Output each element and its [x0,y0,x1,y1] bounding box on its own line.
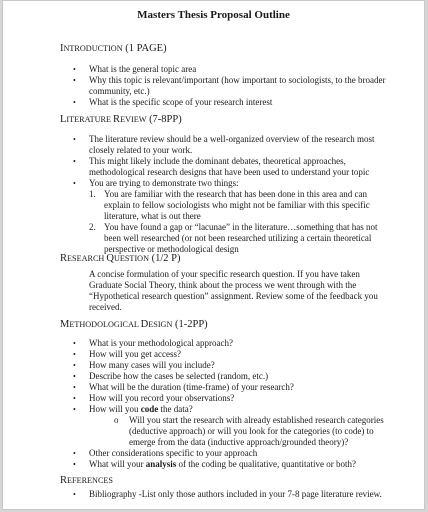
bullet-icon: • [73,157,76,166]
heading-rest: ETHODOLOGICAL [69,320,141,329]
list-item: How many cases will you include? [89,360,215,370]
list-item [89,404,193,415]
paragraph-line: “Hypothetical research question” assignment. Review some of the feedback you [89,291,378,301]
heading-rest: NTRODUCTION [63,44,123,53]
text-run: the data? [158,404,193,414]
emphasis-code: code [140,404,159,414]
heading-rest: EVIEW [120,115,147,124]
list-item: This might likely include the dominant debates, theoretical approaches, [89,156,346,166]
sub-list-item-continuation: emerge from the data (inductive approach/grounded theory)? [129,437,349,447]
heading-initial: D [140,319,149,330]
numbered-item: You have found a gap or “lacunae” in the literature…something that has not [104,222,378,232]
bullet-icon: • [73,179,76,188]
bullet-icon: • [73,383,76,392]
list-number: 2. [89,222,96,232]
heading-initial: R [60,475,68,486]
list-item: You are trying to demonstrate two things: [89,178,239,188]
bullet-icon: • [73,135,76,144]
list-item: How will you get access? [89,349,181,359]
list-item [89,459,356,470]
heading-rest: UESTION [113,254,149,263]
heading-initial: R [113,114,121,125]
bullet-icon: • [73,449,76,458]
heading-methodological-design [60,319,208,330]
emphasis-analysis: analysis [145,459,177,469]
bullet-icon: • [73,490,76,499]
heading-introduction [60,43,167,54]
list-item: What is the specific scope of your research interest [89,97,273,107]
numbered-item: You are familiar with the research that has been done in this area and can [104,189,367,199]
text-run: How will you [89,404,141,414]
heading-suffix: (1-2PP) [172,319,208,330]
list-item: The literature review should be a well-organized overview of the research most [89,134,375,144]
list-item: What is your methodological approach? [89,338,233,348]
paragraph-line: received. [89,302,122,312]
document-page [2,0,425,510]
bullet-icon: • [73,372,76,381]
heading-research-question [60,253,181,264]
list-item-continuation: community, etc.) [89,86,150,96]
text-run: What will your [89,459,146,469]
list-item: Bibliography -List only those authors included in your 7-8 page literature review. [89,489,382,499]
heading-initial: R [60,253,68,264]
heading-references [60,475,113,486]
numbered-item-continuation: been well researched (or not been researched utilizing a certain theoretical [104,233,372,243]
paragraph-line: Graduate Social Theory, think about the process we went through with the [89,280,357,290]
list-item: Describe how the cases be selected (random, etc.) [89,371,269,381]
bullet-icon: • [73,339,76,348]
heading-rest: ITERATURE [66,115,114,124]
sub-bullet-icon: o [114,415,119,425]
bullet-icon: • [73,394,76,403]
list-number: 1. [89,189,96,199]
list-item-continuation: methodological research designs that have been used to understand your topic [89,167,370,177]
heading-literature-review [60,114,182,125]
numbered-item-continuation: literature, what is out there [104,211,201,221]
list-item-continuation: closely related to your work. [89,145,193,155]
heading-initial: I [60,43,64,54]
sub-list-item: Will you start the research with already established research categories [129,415,384,425]
numbered-item-continuation: explain to fellow sociologists who might not be familiar with this specific [104,200,370,210]
heading-initial: L [60,114,67,125]
text-run: of the coding be qualitative, quantitative or both? [176,459,356,469]
heading-rest: EFERENCES [67,476,113,485]
bullet-icon: • [73,405,76,414]
list-item: Why this topic is relevant/important (how important to sociologists, to the broader [89,75,386,85]
numbered-item-continuation: perspective or methodological design [104,244,239,254]
heading-suffix: (1 PAGE) [122,43,167,54]
heading-initial: Q [106,253,114,264]
bullet-icon: • [73,76,76,85]
heading-initial: M [60,319,70,330]
sub-list-item-continuation: (deductive approach) or will you look for the categories (to code) to [129,426,374,436]
heading-rest: ESIGN [148,320,173,329]
heading-rest: ESEARCH [67,254,107,263]
bullet-icon: • [73,350,76,359]
bullet-icon: • [73,460,76,469]
list-item: How will you record your observations? [89,393,235,403]
document-title: Masters Thesis Proposal Outline [137,9,290,21]
bullet-icon: • [73,98,76,107]
list-item: What is the general topic area [89,64,197,74]
bullet-icon: • [73,361,76,370]
list-item: Other considerations specific to your approach [89,448,258,458]
bullet-icon: • [73,65,76,74]
heading-suffix: (1/2 P) [149,253,181,264]
list-item: What will be the duration (time-frame) of your research? [89,382,294,392]
paragraph-line: A concise formulation of your specific research question. If you have taken [89,269,360,279]
heading-suffix: (7-8PP) [146,114,182,125]
